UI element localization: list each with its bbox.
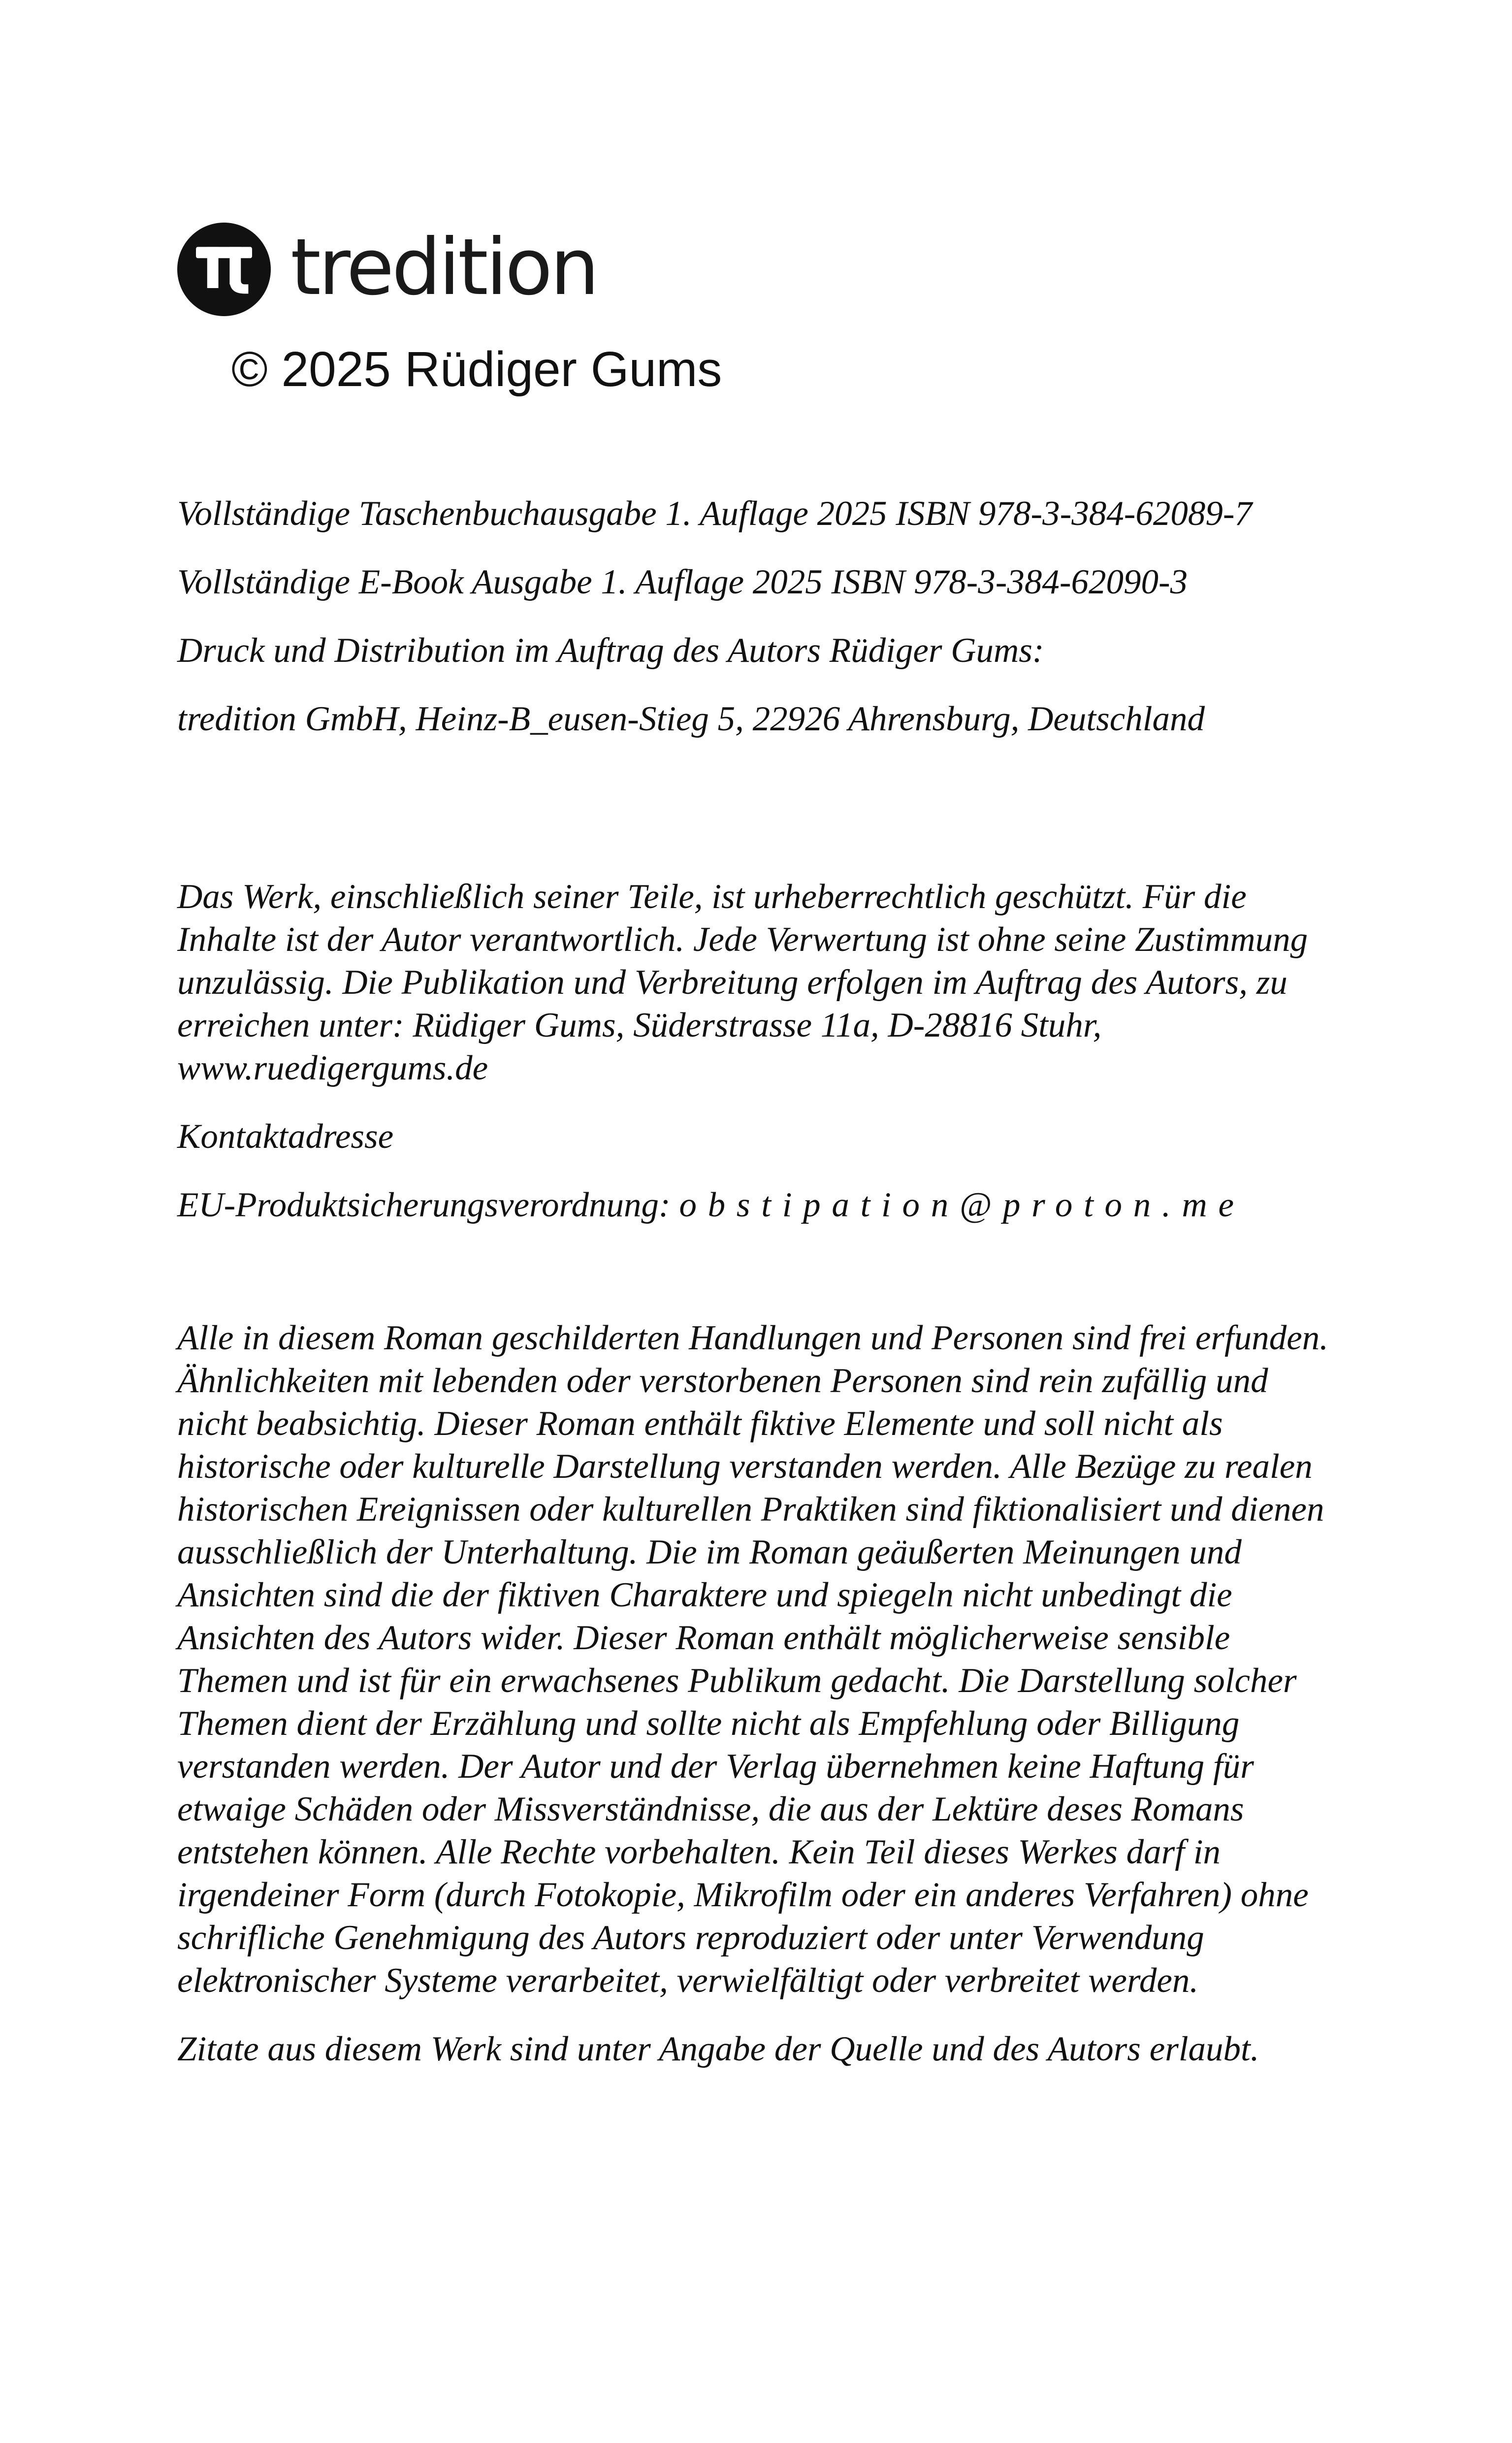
eu-regulation-line [177, 1184, 1329, 1227]
disclaimer-block [177, 1317, 1329, 2071]
publisher-address: tredition GmbH, Heinz-B_eusen-Stieg 5, 22926 Ahrensburg, Deutschland [177, 700, 1205, 738]
rights-block [177, 876, 1329, 1227]
contact-email: obstipation@proton.me [679, 1186, 1245, 1224]
copyright-notice: © 2025 Rüdiger Gums [231, 342, 722, 397]
paperback-edition: Vollständige Taschenbuchausgabe 1. Auflage 2025 ISBN 978-3-384-62089-7 [177, 494, 1253, 533]
publisher-logo [177, 223, 597, 316]
disclaimer-paragraph: Alle in diesem Roman geschilderten Handlungen und Personen sind frei erfunden. Ähnlichkeiten mit lebenden oder verstorbenen Personen sind rein zufällig und nicht beabsichtig. Dieser Roman enthält fiktive Elemente und soll nicht als historische oder kulturelle Darstellung verstanden werden. Alle Bezüge zu realen historischen Ereignissen oder kulturellen Praktiken sind fiktionalisiert und dienen ausschließlich der Unterhaltung. Die im Roman geäußerten Meinungen und Ansichten sind die der fiktiven Charaktere und spiegeln nicht unbedingt die Ansichten des Autors wider. Dieser Roman enthält möglicherweise sensible Themen und ist für ein erwachsenes Publikum gedacht. Die Darstellung solcher Themen dient der Erzählung und sollte nicht als Empfehlung oder Billigung verstanden werden. Der Autor und der Verlag übernehmen keine Haftung für etwaige Schäden oder Missverständnisse, die aus der Lektüre deses Romans entstehen können. Alle Rechte vorbehalten. Kein Teil dieses Werkes darf in irgendeiner Form (durch Fotokopie, Mikrofilm oder ein anderes Verfahren) ohne schrifliche Genehmigung des Autors reproduziert oder unter Verwendung elektronischer Systeme verarbeitet, verwielfältigt oder verbreitet werden. [177, 1319, 1328, 2000]
ebook-edition: Vollständige E-Book Ausgabe 1. Auflage 2025 ISBN 978-3-384-62090-3 [177, 563, 1188, 601]
contact-heading: Kontaktadresse [177, 1117, 394, 1156]
quotation-notice: Zitate aus diesem Werk sind unter Angabe der Quelle und des Autors erlaubt. [177, 2030, 1259, 2068]
print-distribution-note: Druck und Distribution im Auftrag des Autors Rüdiger Gums: [177, 631, 1044, 670]
eu-regulation-label: EU-Produktsicherungsverordnung: [177, 1186, 671, 1224]
tredition-logo-icon [177, 223, 271, 316]
imprint-block [177, 492, 1329, 741]
copyright-paragraph: Das Werk, einschließlich seiner Teile, ist urheberrechtlich geschützt. Für die Inhalte ist der Autor verantwortlich. Jede Verwertung ist ohne seine Zustimmung unzulässig. Die Publikation und Verbreitung erfolgen im Auftrag des Autors, zu erreichen unter: Rüdiger Gums, Süderstrasse 11a, D-28816 Stuhr, www.ruedigergums.de [177, 878, 1308, 1087]
logo-wordmark: tredition [290, 222, 597, 313]
